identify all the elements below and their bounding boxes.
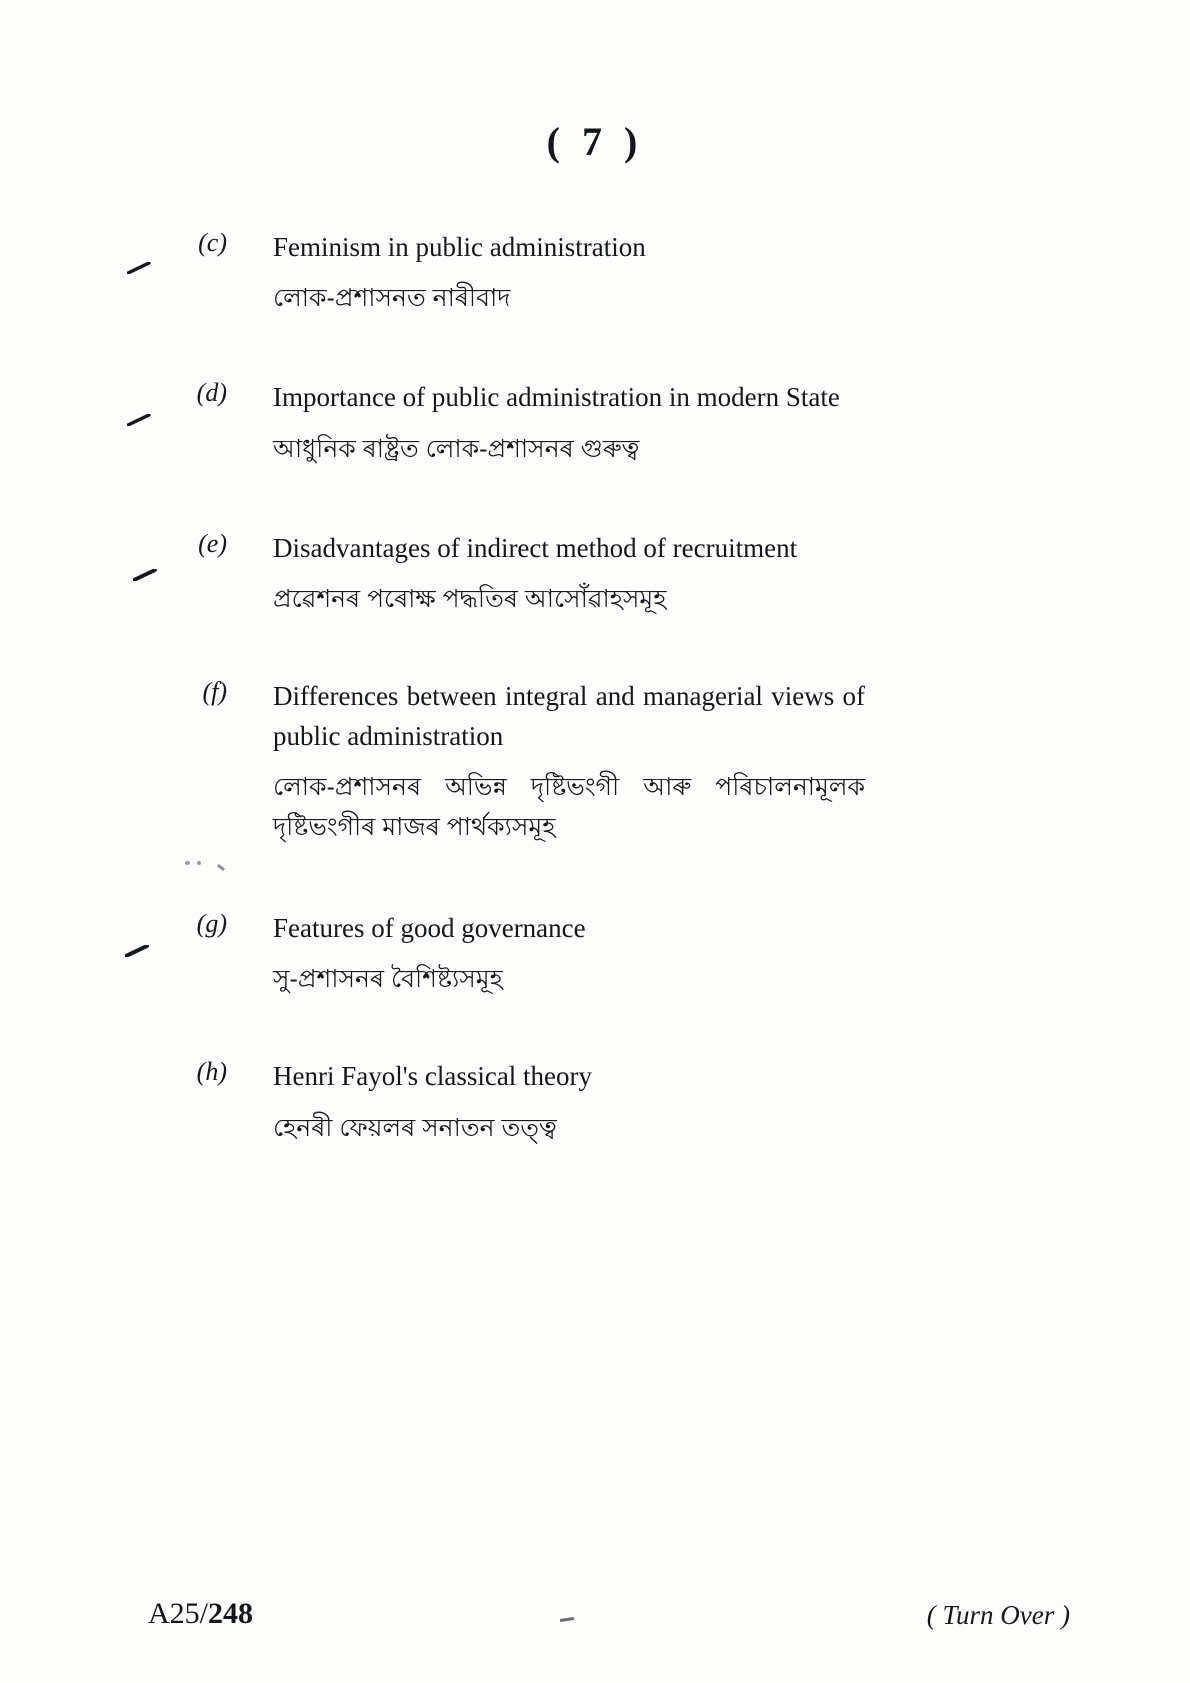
question-marker-d: (d) [196, 378, 227, 408]
paper-code [148, 1597, 253, 1631]
scan-speck [185, 861, 190, 865]
question-text-as-h: হেনৰী ফেয়লৰ সনাতন তত্ত্ব [273, 1113, 557, 1142]
scan-speck [217, 864, 225, 871]
question-text-as-e: প্ৰৱেশনৰ পৰোক্ষ পদ্ধতিৰ আসোঁৱাহসমূহ [273, 585, 667, 614]
margin-tick-icon [127, 262, 153, 274]
question-item-h [165, 1057, 865, 1147]
question-item-g [165, 909, 865, 999]
question-text-en-e: Disadvantages of indirect method of recruitment [273, 532, 798, 563]
paper-code-prefix: A25/ [148, 1597, 208, 1630]
question-text-en-c: Feminism in public administration [273, 232, 646, 262]
margin-tick-icon [125, 945, 151, 957]
question-text-en-f: Differences between integral and managerial views of public administration [273, 681, 865, 751]
question-text-as-g: সু-প্ৰশাসনৰ বৈশিষ্ট্যসমূহ [273, 965, 503, 994]
scan-speck [197, 861, 201, 865]
question-item-f [165, 677, 865, 847]
question-marker-c: (c) [198, 228, 227, 257]
question-item-c [165, 228, 865, 318]
turn-over-label: ( Turn Over ) [926, 1600, 1070, 1630]
paper-code-suffix: 248 [208, 1597, 253, 1630]
question-item-d [165, 378, 865, 468]
question-list [165, 228, 865, 1182]
question-marker-h: (h) [196, 1057, 227, 1087]
page-footer [0, 1563, 1190, 1683]
question-marker-g: (g) [196, 909, 227, 939]
question-text-en-h: Henri Fayol's classical theory [273, 1061, 593, 1092]
question-text-en-d: Importance of public administration in modern State [273, 382, 840, 413]
question-text-as-f: লোক-প্ৰশাসনৰ অভিন্ন দৃষ্টিভংগী আৰু পৰিচালনামূলক দৃষ্টিভংগীৰ মাজৰ পাৰ্থক্যসমূহ [273, 773, 865, 842]
question-text-as-c: লোক-প্ৰশাসনত নাৰীবাদ [273, 284, 511, 313]
margin-tick-icon [127, 414, 153, 426]
question-item-e [165, 529, 865, 619]
scan-speck [560, 1617, 574, 1622]
question-marker-e: (e) [198, 528, 227, 558]
margin-tick-icon [133, 569, 159, 581]
question-marker-f: (f) [202, 677, 227, 707]
question-text-as-d: আধুনিক ৰাষ্ট্ৰত লোক-প্ৰশাসনৰ গুৰুত্ব [273, 434, 640, 463]
page-number: ( 7 ) [546, 119, 644, 164]
question-text-en-g: Features of good governance [273, 913, 586, 944]
